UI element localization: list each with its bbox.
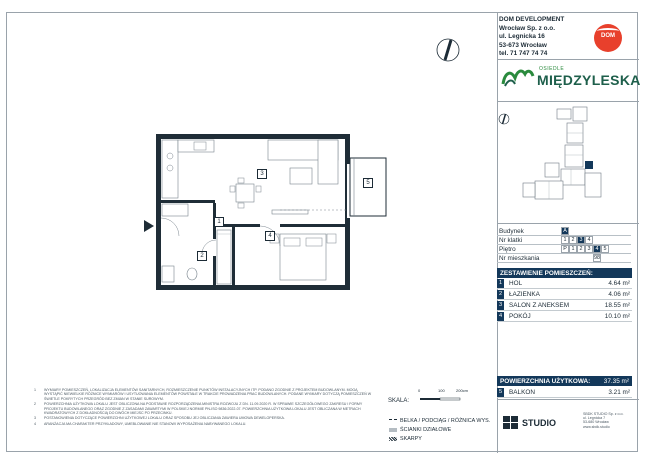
note-item: 3 POSTANOWIENIA DOTYCZĄCE POWIERZCHNI UŻYTKOWEJ LOKALU ORAZ SPOSOBU JEJ OBLICZANIA ZAWIERA UMOWA DEWELOPERSKA. bbox=[34, 416, 285, 421]
floor-cell: 3 bbox=[585, 245, 593, 253]
scale-label: SKALA: bbox=[388, 398, 410, 404]
stair-cell: 1 bbox=[561, 236, 569, 244]
scale-bar bbox=[418, 392, 468, 402]
apartment-number: 98 bbox=[594, 255, 600, 261]
floor-cell: 2 bbox=[577, 245, 585, 253]
stair-row: Nr klatki 1 2 3 4 bbox=[497, 236, 631, 245]
room-label-4: 4 bbox=[265, 231, 275, 241]
company-street: ul. Legnicka 16 bbox=[499, 33, 545, 41]
floor-cell: 1 bbox=[569, 245, 577, 253]
scale-tick: 200cm bbox=[456, 388, 469, 393]
legend-item: BELKA / PODCIĄG / RÓŻNICA WYS. bbox=[400, 418, 490, 424]
compass-icon bbox=[434, 36, 462, 64]
company-phone: tel. 71 747 74 74 bbox=[499, 50, 548, 58]
building-value: A bbox=[561, 227, 569, 235]
total-area-value: 37.35 m² bbox=[603, 378, 629, 385]
entrance-arrow-icon bbox=[144, 220, 154, 232]
apartment-marker bbox=[585, 161, 593, 169]
estate-prefix: OSIEDLE bbox=[539, 66, 565, 72]
floor-cell: 5 bbox=[601, 245, 609, 253]
keyplan-divider bbox=[497, 223, 639, 224]
floor-cell-selected: 4 bbox=[593, 245, 601, 253]
note-item: 2 POWIERZCHNIA UŻYTKOWA LOKALU JEST OBLICZONA NA PODSTAWIE ROZPORZĄDZENIA MINISTRA ROZWOJU Z DN. 11.09.2020 R. W SPRAWIE SZCZEGÓŁOWEGO ZAKRESU I FORMY PROJEKTU BUDOWLANEGO ORAZ ZGODNIE Z ZASADAMI ZAWARTYMI W POLSKIEJ NORMIE PN-ISO 9836:2022-07. POWIERZCHNIA UŻYTKOWA LOKALU JEST OBLICZANA W METRACH KWADRATOWYCH Z DOKŁADNOŚCIĄ DO DWÓCH MIEJSC PO PRZECINKU. bbox=[34, 402, 363, 416]
company-legal: Wrocław Sp. z o.o. bbox=[499, 24, 555, 32]
balcony-row: 5 BALKON 3.21 m² bbox=[498, 389, 630, 396]
notes-block bbox=[34, 388, 374, 427]
room-row: 2 ŁAZIENKA 4.06 m² bbox=[498, 291, 630, 298]
stair-cell: 2 bbox=[569, 236, 577, 244]
total-area-bar: POWIERZCHNIA UŻYTKOWA: 37.35 m² bbox=[497, 376, 632, 386]
leaf-logo-icon bbox=[499, 64, 535, 90]
legend-item: SKARPY bbox=[400, 436, 422, 442]
room-label-1: 1 bbox=[214, 217, 224, 227]
room-label-2: 2 bbox=[197, 251, 207, 261]
rooms-heading: ZESTAWIENIE POMIESZCZEŃ: bbox=[497, 268, 632, 278]
keyplan-compass-icon bbox=[497, 112, 511, 126]
estate-logo bbox=[499, 64, 641, 92]
floor-cell: P bbox=[561, 245, 569, 253]
stair-cell-selected: 3 bbox=[577, 236, 585, 244]
company-city: 53-673 Wrocław bbox=[499, 41, 547, 49]
scale-tick: 100 bbox=[438, 388, 445, 393]
room-label-5: 5 bbox=[363, 178, 373, 188]
estate-name: MIĘDZYLESKA bbox=[537, 72, 641, 88]
stair-cell: 4 bbox=[585, 236, 593, 244]
room-row: 3 SALON Z ANEKSEM 18.55 m² bbox=[498, 302, 630, 309]
studio-logo-icon bbox=[503, 416, 519, 430]
legend-item: ŚCIANKI DZIAŁOWE bbox=[400, 427, 451, 433]
dom-logo-icon: DOM bbox=[594, 24, 622, 52]
note-item: 4 ARANŻACJA MA CHARAKTER PRZYKŁADOWY, UMEBLOWANIE NIE STANOWI WYPOSAŻENIA NABYWANEGO LOKALU. bbox=[34, 421, 247, 426]
company-name: DOM DEVELOPMENT bbox=[499, 16, 565, 23]
room-row: 4 POKÓJ 10.10 m² bbox=[498, 313, 630, 320]
header-divider bbox=[497, 59, 639, 60]
footer-divider bbox=[497, 399, 639, 400]
note-item: 1 WYMIARY POMIESZCZEŃ, LOKALIZACJA ELEMENTÓW SANITARNYCH, ROZMIESZCZENIE PUNKTÓW INSTALACYJNYCH ITP. PODANO ZGODNIE Z PROJEKTEM BUDOWLANYM. MOGĄ WYSTĄPIĆ NIEWIELKIE RÓŻNICE WYMIARÓW I USYTUOWANIA ELEMENTÓW POWSTAŁE W TRAKCIE PROWADZENIA PRAC BUDOWLANYCH. PODANE WYMIARY DOTYCZĄ POMIESZCZEŃ W ŚWIETLE POKRYTYCH PRZEGRÓD BEZ ZMIAN W STANIE SUROWYM. bbox=[34, 388, 372, 401]
key-plan bbox=[515, 103, 615, 207]
apartment-info-table bbox=[497, 227, 631, 263]
studio-address: SBDK STUDIO Sp. z o.o. ul. Legnicka 7 53-680 Wrocław www.sbdk.studio bbox=[583, 412, 624, 429]
studio-name: STUDIO bbox=[522, 418, 557, 428]
building-row: Budynek A bbox=[497, 227, 631, 236]
floor-row: Piętro P 1 2 3 4 5 bbox=[497, 245, 631, 254]
room-label-3: 3 bbox=[257, 169, 267, 179]
floor-plan bbox=[140, 126, 390, 296]
scale-tick: 0 bbox=[418, 388, 421, 393]
apartment-row: Nr mieszkania 98 bbox=[497, 254, 631, 263]
room-row: 1 HOL 4.64 m² bbox=[498, 280, 630, 287]
company-info bbox=[499, 16, 564, 59]
logo-divider bbox=[497, 101, 639, 102]
